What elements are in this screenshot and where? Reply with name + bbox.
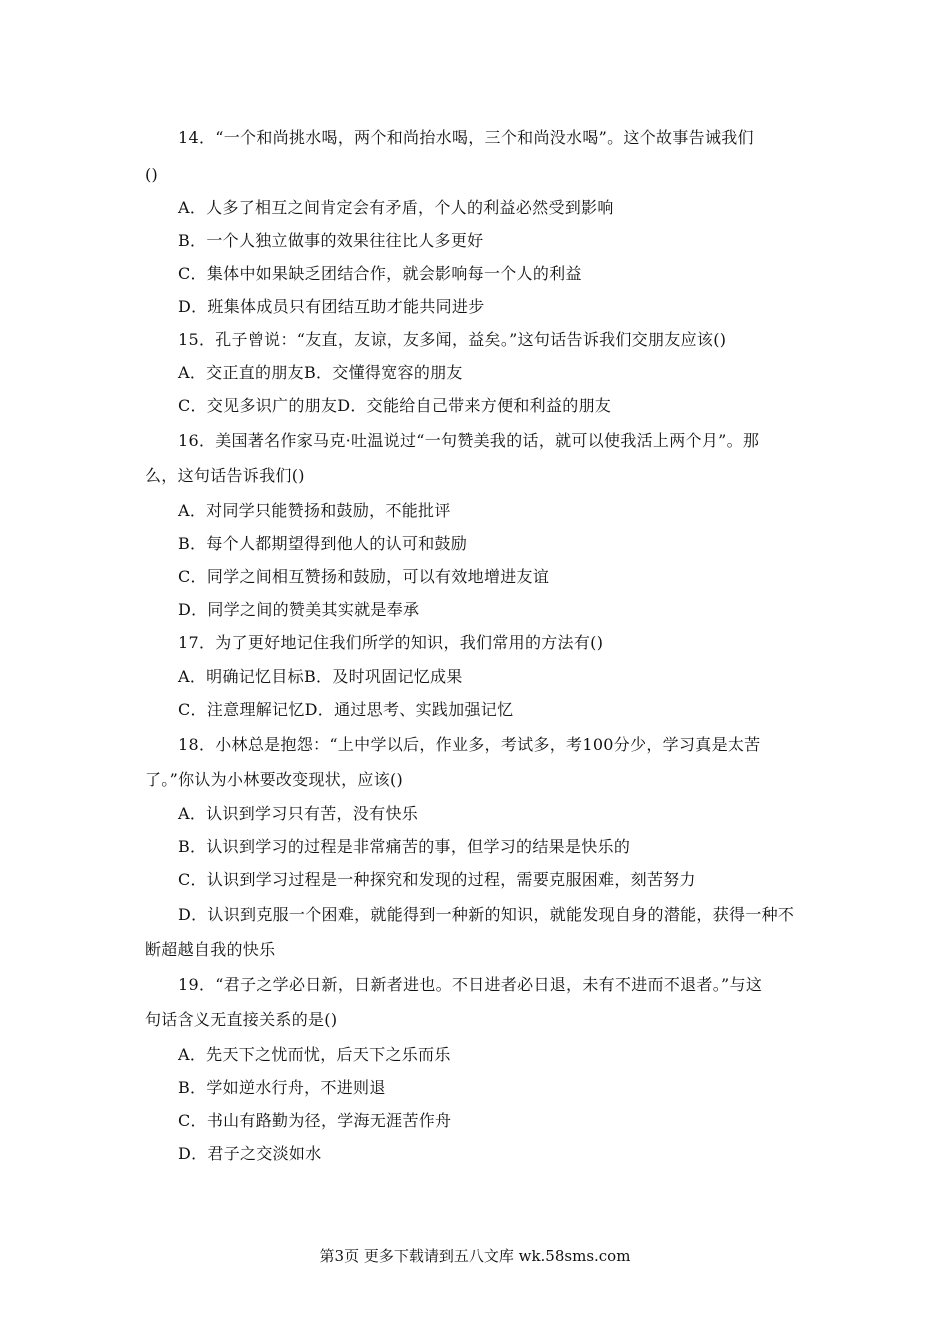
question-19-option-b: B．学如逆水行舟，不进则退 (178, 1078, 386, 1097)
question-14-stem: 14．“一个和尚挑水喝，两个和尚抬水喝，三个和尚没水喝”。这个故事告诫我们 (178, 128, 754, 147)
question-15-options-ab: A．交正直的朋友B．交懂得宽容的朋友 (178, 363, 463, 382)
question-14-option-d: D．班集体成员只有团结互助才能共同进步 (178, 297, 485, 316)
question-17-stem: 17．为了更好地记住我们所学的知识，我们常用的方法有() (178, 633, 604, 652)
question-19-option-a: A．先天下之忧而忧，后天下之乐而乐 (178, 1045, 451, 1064)
page-footer: 第3页 更多下载请到五八文库 wk.58sms.com (319, 1247, 631, 1265)
question-19-option-c: C．书山有路勤为径，学海无涯苦作舟 (178, 1111, 452, 1130)
question-14-option-c: C．集体中如果缺乏团结合作，就会影响每一个人的利益 (178, 264, 582, 283)
question-18-option-d-cont: 断超越自我的快乐 (145, 940, 276, 959)
question-16-option-c: C．同学之间相互赞扬和鼓励，可以有效地增进友谊 (178, 567, 550, 586)
question-14-option-b: B．一个人独立做事的效果往往比人多更好 (178, 231, 484, 250)
question-18-option-d: D．认识到克服一个困难，就能得到一种新的知识，就能发现自身的潜能，获得一种不 (178, 905, 795, 924)
question-18-option-a: A．认识到学习只有苦，没有快乐 (178, 804, 419, 823)
question-17-options-ab: A．明确记忆目标B．及时巩固记忆成果 (178, 667, 463, 686)
question-16-option-d: D．同学之间的赞美其实就是奉承 (178, 600, 420, 619)
question-14-option-a: A．人多了相互之间肯定会有矛盾，个人的利益必然受到影响 (178, 198, 614, 217)
question-16-stem-cont: 么，这句话告诉我们() (145, 466, 305, 485)
question-16-option-b: B．每个人都期望得到他人的认可和鼓励 (178, 534, 468, 553)
question-19-stem-cont: 句话含义无直接关系的是() (145, 1010, 338, 1029)
question-19-stem: 19．“君子之学必日新，日新者进也。不日进者必日退，未有不进而不退者。”与这 (178, 975, 763, 994)
question-18-stem-cont: 了。”你认为小林要改变现状，应该() (145, 770, 404, 789)
question-17-options-cd: C．注意理解记忆D．通过思考、实践加强记忆 (178, 700, 514, 719)
question-15-options-cd: C．交见多识广的朋友D．交能给自己带来方便和利益的朋友 (178, 396, 612, 415)
question-18-option-b: B．认识到学习的过程是非常痛苦的事，但学习的结果是快乐的 (178, 837, 631, 856)
question-16-option-a: A．对同学只能赞扬和鼓励，不能批评 (178, 501, 451, 520)
question-19-option-d: D．君子之交淡如水 (178, 1144, 322, 1163)
question-15-stem: 15．孔子曾说：“友直，友谅，友多闻，益矣。”这句话告诉我们交朋友应该() (178, 330, 727, 349)
question-16-stem: 16．美国著名作家马克·吐温说过“一句赞美我的话，就可以使我活上两个月”。那 (178, 431, 760, 450)
question-18-stem: 18．小林总是抱怨：“上中学以后，作业多，考试多，考100分少，学习真是太苦 (178, 735, 761, 754)
question-14-stem-cont: () (145, 165, 159, 184)
question-18-option-c: C．认识到学习过程是一种探究和发现的过程，需要克服困难，刻苦努力 (178, 870, 696, 889)
